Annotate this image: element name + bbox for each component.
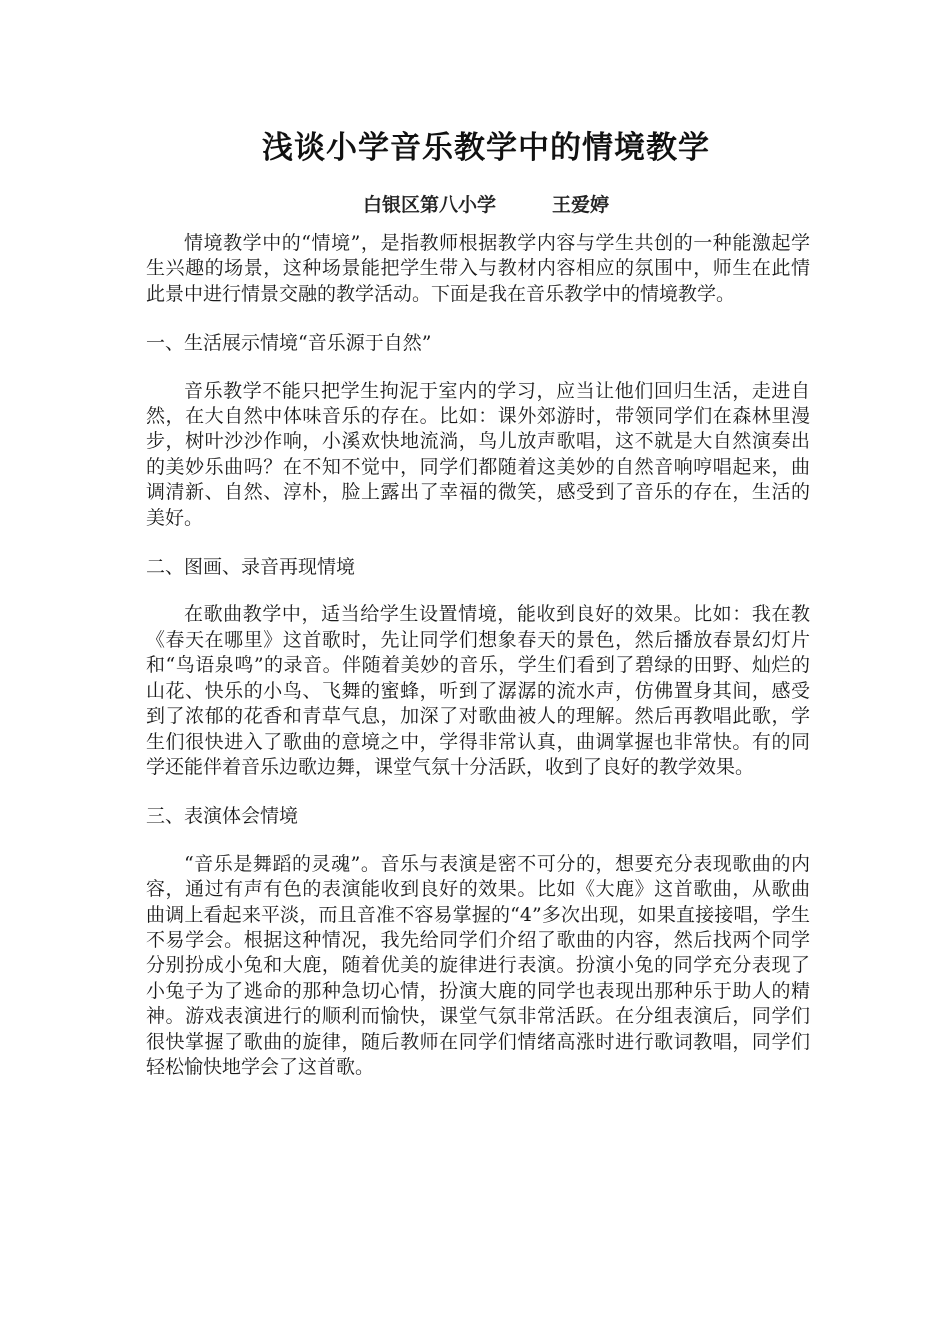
author-school: 白银区第八小学 xyxy=(362,194,496,216)
section-heading-3: 三、表演体会情境 xyxy=(146,805,299,828)
section-heading-1: 一、生活展示情境“音乐源于自然” xyxy=(146,332,432,355)
section-heading-2: 二、图画、录音再现情境 xyxy=(146,556,356,579)
section-body-3: “音乐是舞蹈的灵魂”。音乐与表演是密不可分的，想要充分表现歌曲的内容，通过有声有色的表演能收到良好的效果。比如《大鹿》这首歌曲，从歌曲曲调上看起来平淡，而且音准不容易掌握的“4”多次出现，如果直接接唱，学生不易学会。根据这种情况，我先给同学们介绍了歌曲的内容，然后找两个同学分别扮成小兔和大鹿，随着优美的旋律进行表演。扮演小兔的同学充分表现了小兔子为了逃命的那种急切心情，扮演大鹿的同学也表现出那种乐于助人的精神。游戏表演进行的顺利而愉快，课堂气氛非常活跃。在分组表演后，同学们很快掌握了歌曲的旋律，随后教师在同学们情绪高涨时进行歌词教唱，同学们轻松愉快地学会了这首歌。 xyxy=(146,852,810,1078)
section-body-1: 音乐教学不能只把学生拘泥于室内的学习，应当让他们回归生活，走进自然，在大自然中体味音乐的存在。比如：课外郊游时，带领同学们在森林里漫步，树叶沙沙作响，小溪欢快地流淌，鸟儿放声歌唱，这不就是大自然演奏出的美妙乐曲吗？在不知不觉中，同学们都随着这美妙的自然音响哼唱起来，曲调清新、自然、淳朴，脸上露出了幸福的微笑，感受到了音乐的存在，生活的美好。 xyxy=(146,379,810,529)
intro-paragraph: 情境教学中的“情境”，是指教师根据教学内容与学生共创的一种能激起学生兴趣的场景，这种场景能把学生带入与教材内容相应的氛围中，师生在此情此景中进行情景交融的教学活动。下面是我在音乐教学中的情境教学。 xyxy=(146,232,810,305)
document-title: 浅谈小学音乐教学中的情境教学 xyxy=(262,130,710,166)
section-body-2: 在歌曲教学中，适当给学生设置情境，能收到良好的效果。比如：我在教《春天在哪里》这首歌时，先让同学们想象春天的景色，然后播放春景幻灯片和“鸟语泉鸣”的录音。伴随着美妙的音乐，学生们看到了碧绿的田野、灿烂的山花、快乐的小鸟、飞舞的蜜蜂，听到了潺潺的流水声，仿佛置身其间，感受到了浓郁的花香和青草气息，加深了对歌曲被人的理解。然后再教唱此歌，学生们很快进入了歌曲的意境之中，学得非常认真，曲调掌握也非常快。有的同学还能伴着音乐边歌边舞，课堂气氛十分活跃，收到了良好的教学效果。 xyxy=(146,603,810,778)
document-page xyxy=(146,126,810,1080)
byline xyxy=(146,192,810,218)
author-name: 王爱婷 xyxy=(552,194,610,216)
